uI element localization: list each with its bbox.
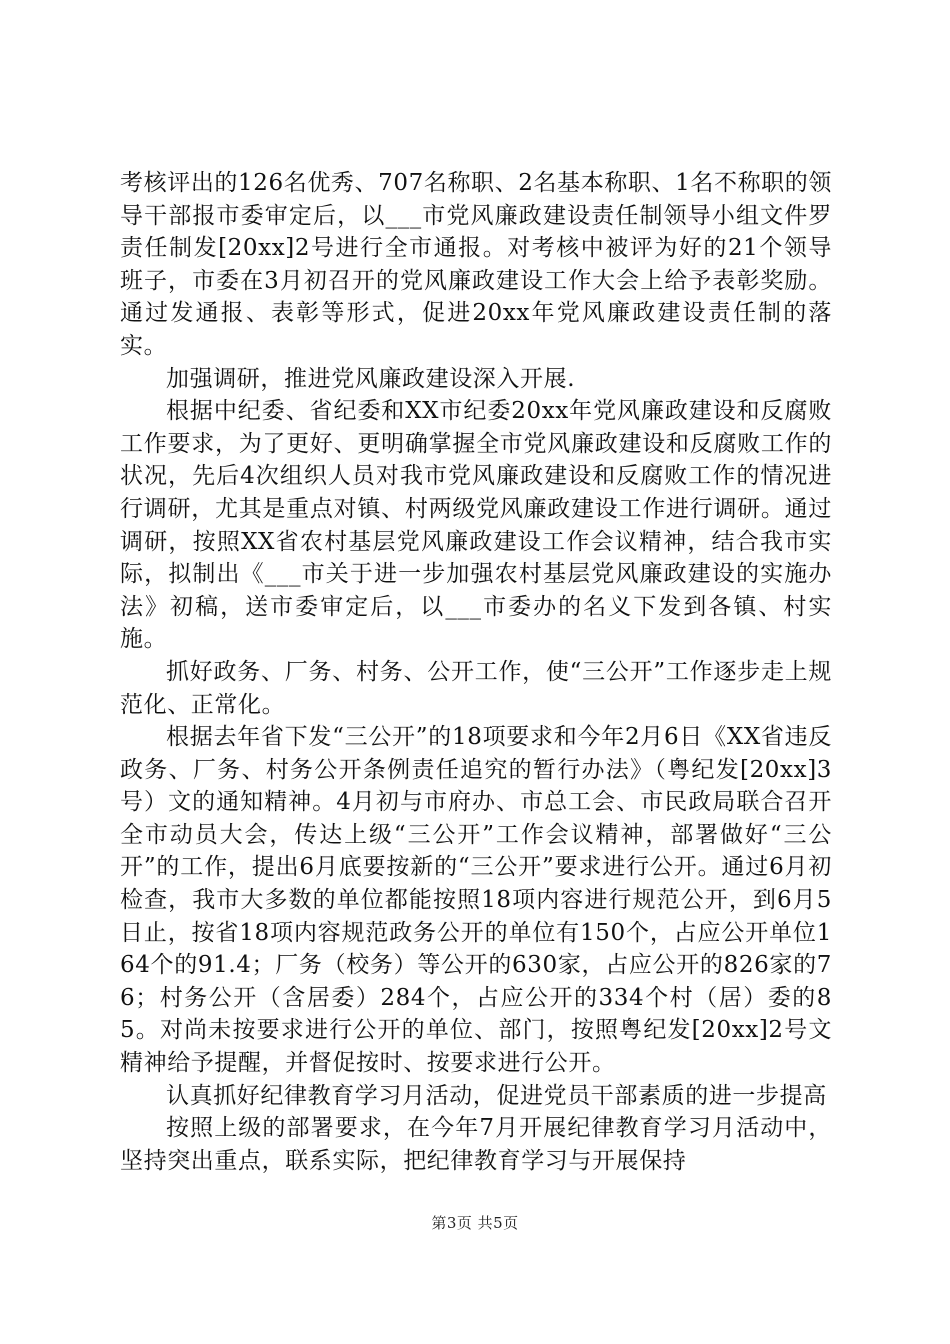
paragraph-three-openness: 根据去年省下发“三公开”的18项要求和今年2月6日《XX省违反政务、厂务、村务公开条例责任追究的暂行办法》（粤纪发[20xx]3号）文的通知精神。4月初与市府办、市总工会、市民政局联合召开全市动员大会，传达上级“三公开”工作会议精神，部署做好“三公开”的工作，提出6月底要按新的“三公开”要求进行公开。通过6月初检查，我市大多数的单位都能按照18项内容进行规范公开，到6月5日止，按省18项内容规范政务公开的单位有150个，占应公开单位164个的91.4；厂务（校务）等公开的630家，占应公开的826家的76；村务公开（含居委）284个，占应公开的334个村（居）委的85。对尚未按要求进行公开的单位、部门，按照粤纪发[20xx]2号文精神给予提醒，并督促按时、按要求进行公开。 [120, 724, 832, 1077]
section-heading-research: 加强调研，推进党风廉政建设深入开展. [166, 365, 576, 392]
section-heading-three-openness: 抓好政务、厂务、村务、公开工作，使“三公开”工作逐步走上规范化、正常化。 [120, 658, 832, 718]
page-footer: 第3页 共5页 [431, 1214, 519, 1232]
document-body [120, 167, 832, 1177]
section-heading-discipline-education: 认真抓好纪律教育学习月活动，促进党员干部素质的进一步提高 [166, 1082, 827, 1109]
paragraph-discipline-education: 按照上级的部署要求，在今年7月开展纪律教育学习月活动中，坚持突出重点，联系实际，把纪律教育学习与开展保持 [120, 1115, 832, 1174]
paragraph-1: 考核评出的126名优秀、707名称职、2名基本称职、1名不称职的领导干部报市委审定后，以___市党风廉政建设责任制领导小组文件罗责任制发[20xx]2号进行全市通报。对考核中被评为好的21个领导班子，市委在3月初召开的党风廉政建设工作大会上给予表彰奖励。通过发通报、表彰等形式，促进20xx年党风廉政建设责任制的落实。 [120, 170, 832, 359]
paragraph-research: 根据中纪委、省纪委和XX市纪委20xx年党风廉政建设和反腐败工作要求，为了更好、更明确掌握全市党风廉政建设和反腐败工作的状况，先后4次组织人员对我市党风廉政建设和反腐败工作的情况进行调研，尤其是重点对镇、村两级党风廉政建设工作进行调研。通过调研，按照XX省农村基层党风廉政建设工作会议精神，结合我市实际，拟制出《___市关于进一步加强农村基层党风廉政建设的实施办法》初稿，送市委审定后，以___市委办的名义下发到各镇、村实施。 [120, 398, 832, 653]
